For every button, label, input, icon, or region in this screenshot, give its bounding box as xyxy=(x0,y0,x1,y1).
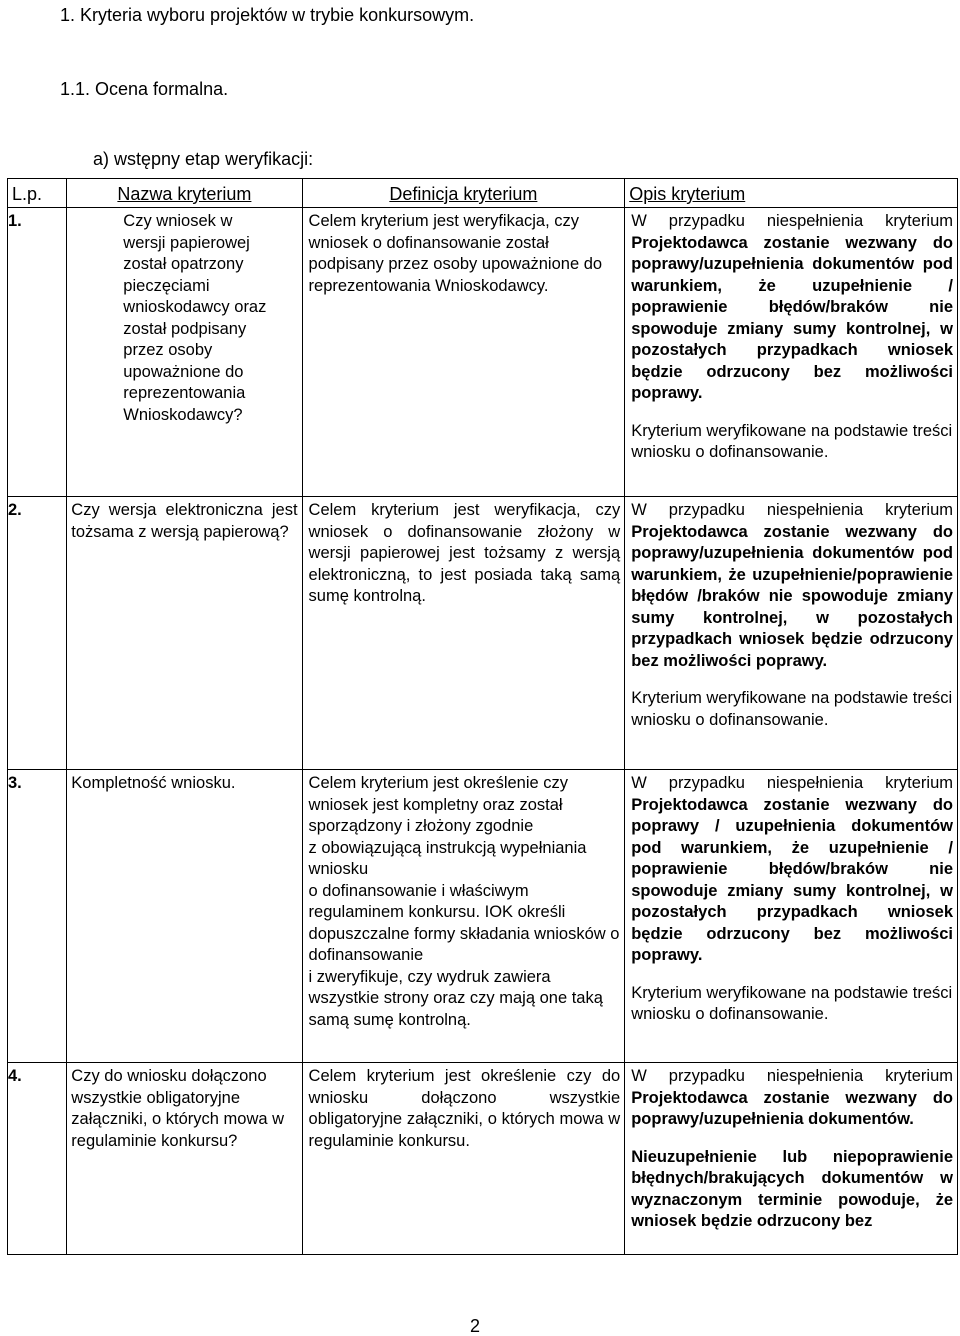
criterion-definition: Celem kryterium jest określenie czy wniosek jest kompletny oraz został sporządzony i złożony zgodnie z obowiązującą instrukcją wypełniania wniosku o dofinansowanie i właściwym regulaminem konkursu. IOK określi dopuszczalne formy składania wniosków o dofinansowanie i zweryfikuje, czy wydruk zawiera wszystkie strony oraz czy mają one taką samą sumę kontrolną. xyxy=(302,770,625,1063)
criterion-definition: Celem kryterium jest weryfikacja, czy wniosek o dofinansowanie złożony w wersji papierowej jest tożsamy z wersją elektroniczną, to jest posiada taką samą sumę kontrolną. xyxy=(302,497,625,770)
table-row xyxy=(8,1063,958,1255)
criterion-name: Kompletność wniosku. xyxy=(67,770,302,1063)
criterion-description: W przypadku niespełnienia kryterium Projektodawca zostanie wezwany do poprawy/uzupełnienia dokumentów. Nieuzupełnienie lub niepoprawienie błędnych/brakujących dokumentów w wyznaczonym terminie powoduje, że wniosek będzie odrzucony bez xyxy=(625,1063,958,1255)
stage-heading: a) wstępny etap weryfikacji: xyxy=(93,149,314,169)
table-header-row xyxy=(8,179,958,208)
criterion-name: Czy wniosek w wersji papierowej został opatrzony pieczęciami wnioskodawcy oraz został podpisany przez osoby upoważnione do reprezentowania Wnioskodawcy? xyxy=(67,208,302,497)
criterion-definition: Celem kryterium jest weryfikacja, czy wniosek o dofinansowanie został podpisany przez osoby upoważnione do reprezentowania Wnioskodawcy. xyxy=(302,208,625,497)
column-header-definition: Definicja kryterium xyxy=(302,179,625,208)
column-header-name: Nazwa kryterium xyxy=(67,179,302,208)
criterion-definition: Celem kryterium jest określenie czy do wniosku dołączono wszystkie obligatoryjne załączniki, o których mowa w regulaminie konkursu. xyxy=(302,1063,625,1255)
column-header-lp: L.p. xyxy=(8,179,67,208)
column-header-description: Opis kryterium xyxy=(625,179,958,208)
section-heading: 1. Kryteria wyboru projektów w trybie konkursowym. xyxy=(60,5,475,25)
criterion-name: Czy do wniosku dołączono wszystkie obligatoryjne załączniki, o których mowa w regulaminie konkursu? xyxy=(67,1063,302,1255)
row-number: 2. xyxy=(8,497,67,770)
row-number: 1. xyxy=(8,208,67,497)
row-number: 4. xyxy=(8,1063,67,1255)
criterion-description: W przypadku niespełnienia kryterium Projektodawca zostanie wezwany do poprawy/uzupełnienia dokumentów pod warunkiem, że uzupełnienie/poprawienie błędów /braków nie spowoduje zmiany sumy kontrolnej, w pozostałych przypadkach wniosek będzie odrzucony bez możliwości poprawy. Kryterium weryfikowane na podstawie treści wniosku o dofinansowanie. xyxy=(625,497,958,770)
criterion-description: W przypadku niespełnienia kryterium Projektodawca zostanie wezwany do poprawy / uzupełnienia dokumentów pod warunkiem, że uzupełnienie / poprawienie błędów/braków nie spowoduje zmiany sumy kontrolnej, w pozostałych przypadkach wniosek będzie odrzucony bez możliwości poprawy. Kryterium weryfikowane na podstawie treści wniosku o dofinansowanie. xyxy=(625,770,958,1063)
subsection-heading: 1.1. Ocena formalna. xyxy=(60,79,229,99)
criteria-table xyxy=(7,178,958,1255)
table-row xyxy=(8,770,958,1063)
row-number: 3. xyxy=(8,770,67,1063)
page-number: 2 xyxy=(470,1316,481,1336)
criterion-description: W przypadku niespełnienia kryterium Projektodawca zostanie wezwany do poprawy/uzupełnienia dokumentów pod warunkiem, że uzupełnienie / poprawienie błędów/braków nie spowoduje zmiany sumy kontrolnej, w pozostałych przypadkach wniosek będzie odrzucony bez możliwości poprawy. Kryterium weryfikowane na podstawie treści wniosku o dofinansowanie. xyxy=(625,208,958,497)
table-row xyxy=(8,208,958,497)
table-row xyxy=(8,497,958,770)
criterion-name: Czy wersja elektroniczna jest tożsama z wersją papierową? xyxy=(67,497,302,770)
